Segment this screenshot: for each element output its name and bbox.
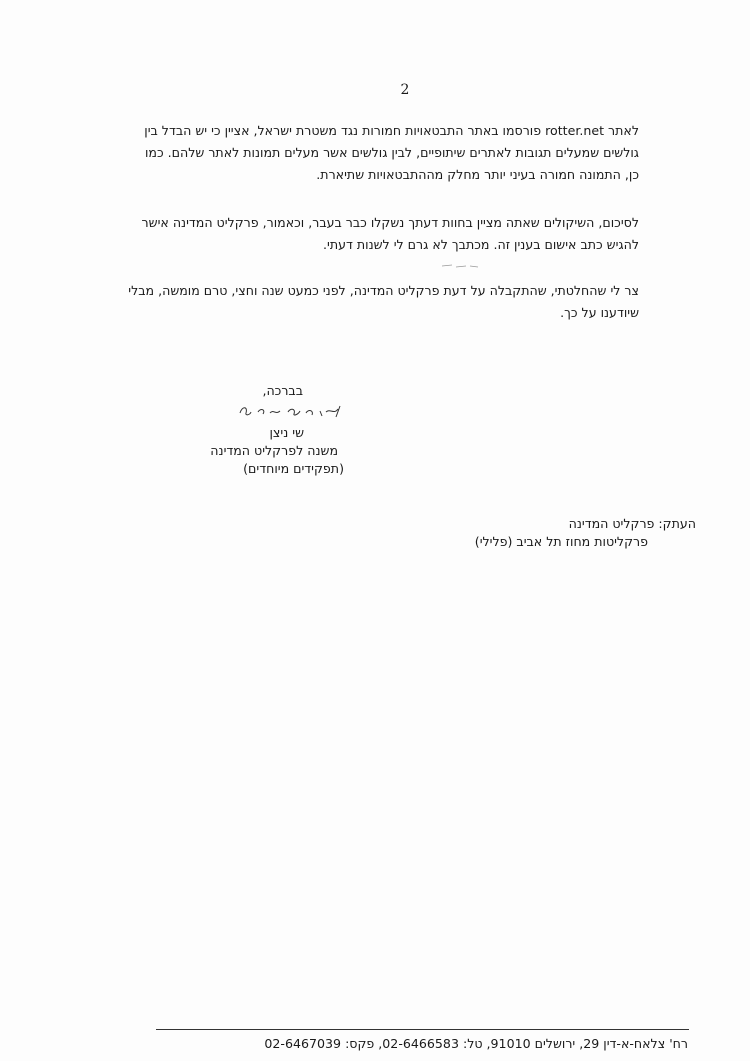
scan-mark [440,264,480,268]
paragraph-summary [0,212,750,256]
paragraph-line: לסיכום, השיקולים שאתה מציין בחוות דעתך נשקלו כבר בעבר, וכאמור, פרקליט המדינה אישר [141,215,639,230]
greeting: בברכה, [262,383,303,398]
copy-line: פרקליטות מחוז תל אביב (פלילי) [474,534,648,549]
paragraph-line: לאתר rotter.net פורסמו באתר התבטאויות חמורות נגד משטרת ישראל, אציין כי יש הבדל בין [144,123,639,138]
paragraph-line: להגיש כתב אישום בענין זה. מכתבך לא גרם לי לשנות דעתי. [323,237,639,252]
paragraph-line: גולשים שמעלים תגובות לאתרים שיתופיים, לבין גולשים אשר מעלים תמונות לאתר שלהם. כמו [145,145,639,160]
footer-divider [156,1029,689,1030]
paragraph-line: שיודענו על כך. [560,305,639,320]
footer-address: רח' צלאח-א-דין 29, ירושלים 91010, טל: 02-6466583, פקס: 02-6467039 [264,1036,688,1051]
handwritten-signature [236,403,346,419]
copy-to-block [475,515,696,551]
paragraph-line: כן, התמונה חמורה בעיני יותר מחלק מההתבטאויות שתיארת. [316,167,639,182]
paragraph-regret [0,280,750,324]
paragraph-rotter [0,120,750,186]
signer-name: שי ניצן [269,425,304,440]
paragraph-line: צר לי שהחלטתי, שהתקבלה על דעת פרקליט המדינה, לפני כמעט שנה וחצי, טרם מומשה, מבלי [128,283,639,298]
signer-subtitle: (תפקידים מיוחדים) [243,461,344,476]
signer-title: משנה לפרקליט המדינה [210,443,338,458]
copy-line: העתק: פרקליט המדינה [568,516,696,531]
page-number: 2 [400,82,410,98]
